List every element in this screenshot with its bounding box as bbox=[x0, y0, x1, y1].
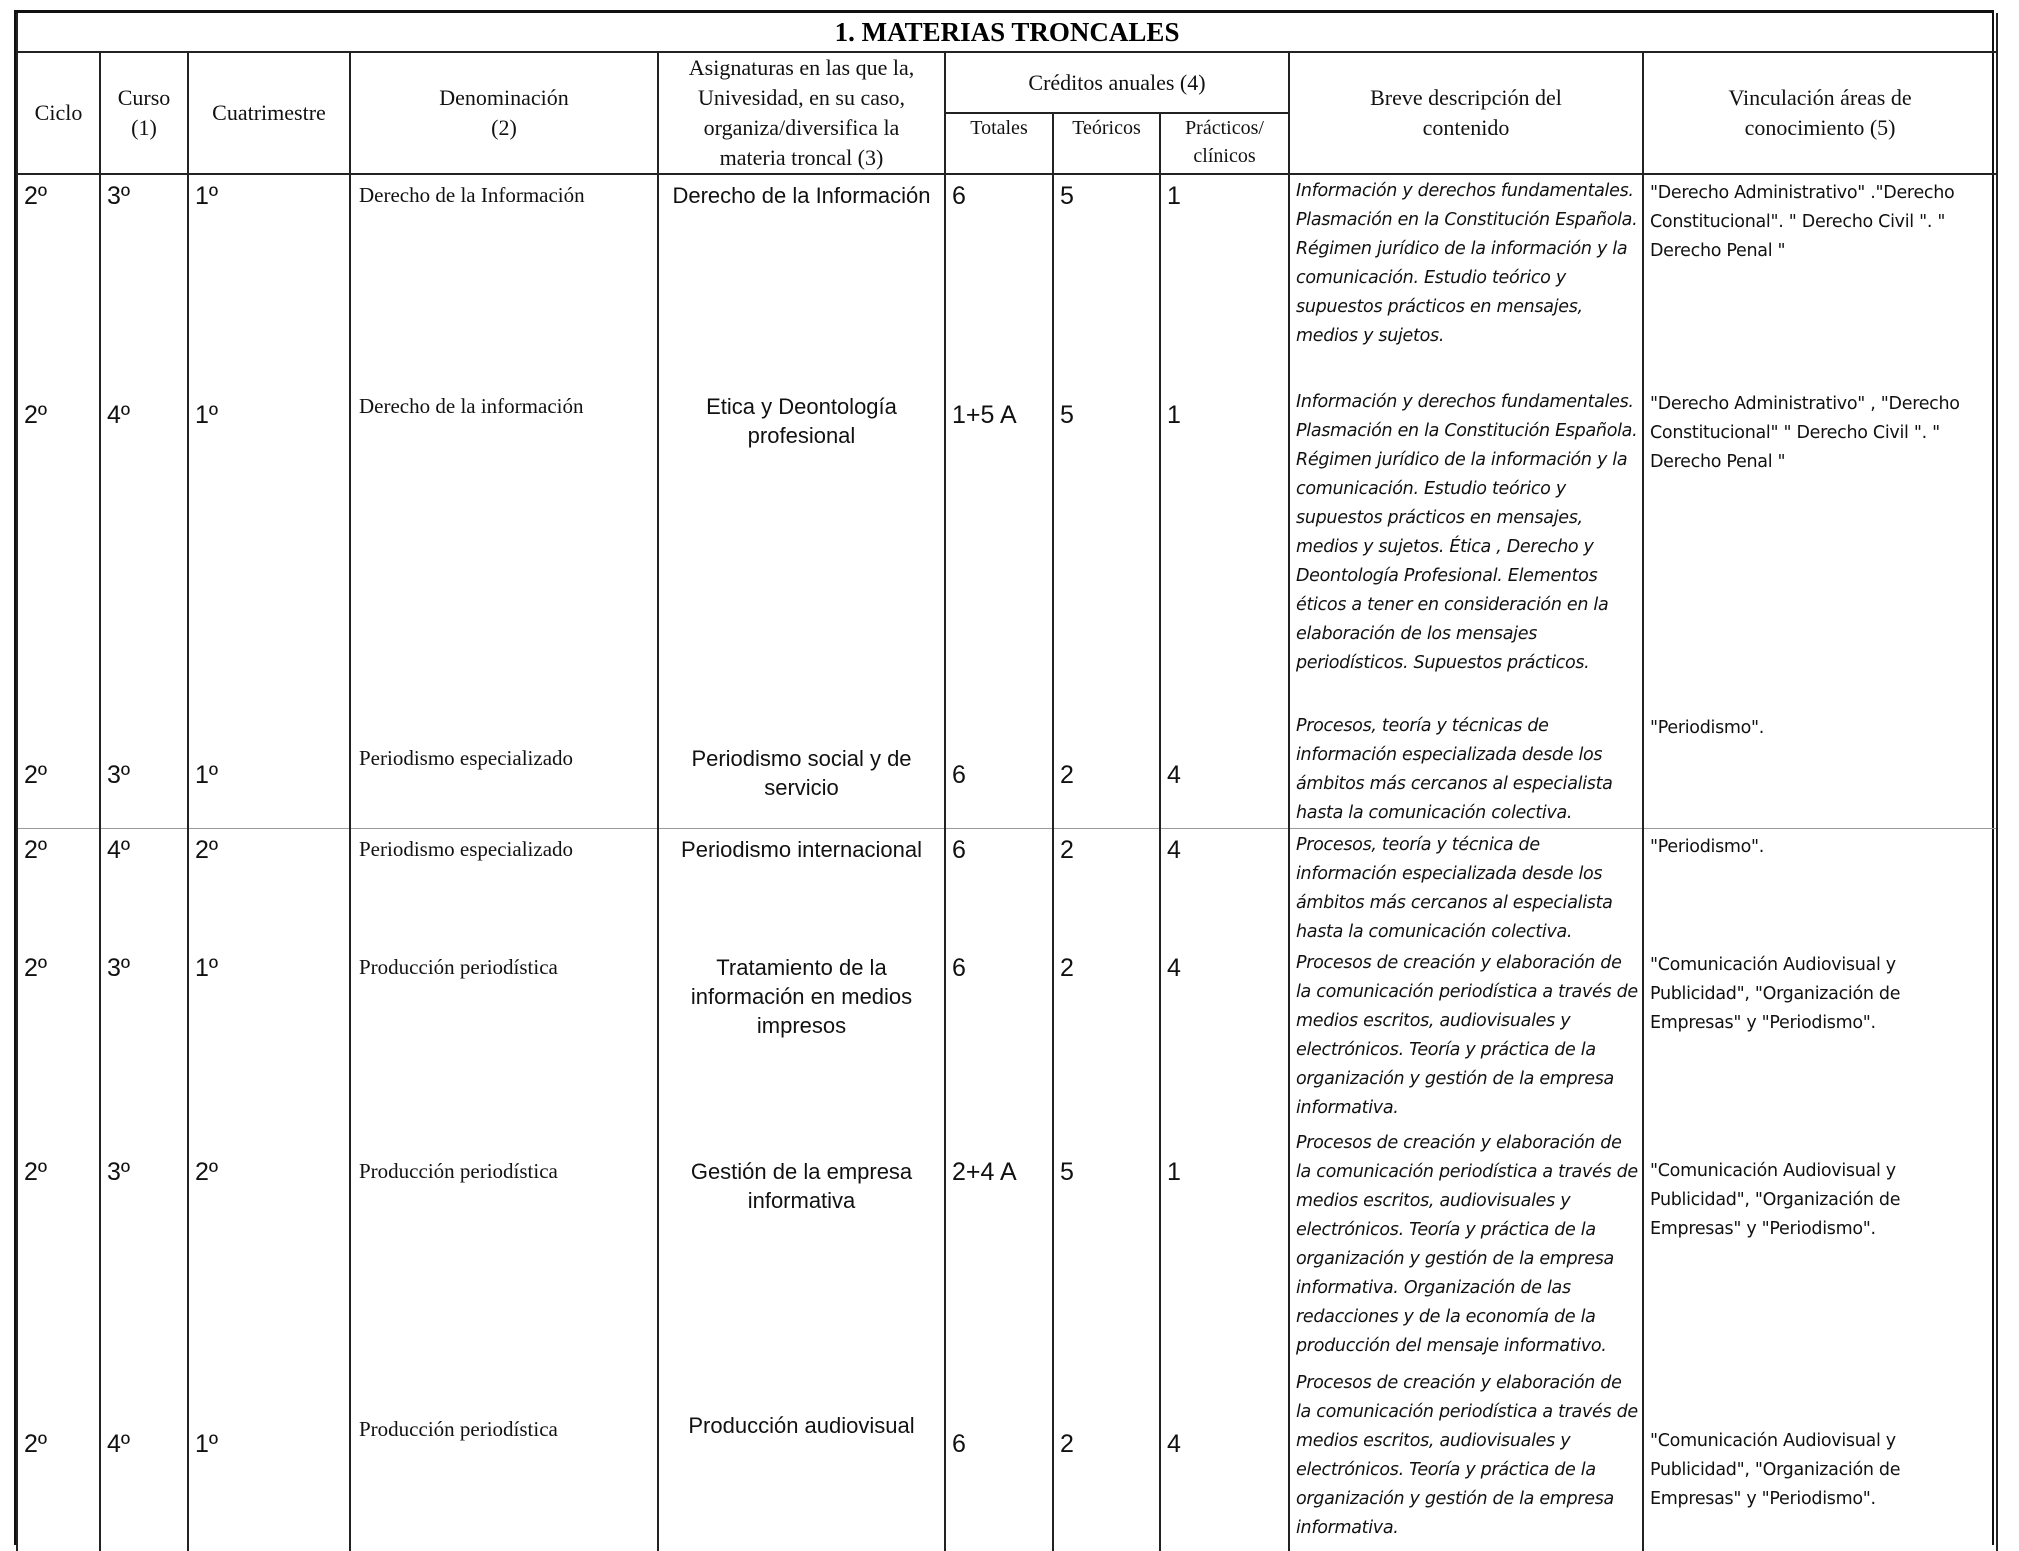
cell-denominacion: Derecho de la información bbox=[350, 386, 658, 710]
cell-practicos: 1 bbox=[1160, 1127, 1289, 1367]
cell-asignatura: Producción audiovisual bbox=[658, 1367, 945, 1551]
cell-vinculacion: "Periodismo". bbox=[1643, 829, 1997, 948]
cell-totales: 2+4 A bbox=[945, 1127, 1053, 1367]
cell-teoricos: 5 bbox=[1053, 1127, 1160, 1367]
cell-denominacion: Producción periodística bbox=[350, 1127, 658, 1367]
cell-teoricos: 5 bbox=[1053, 174, 1160, 386]
cell-denominacion: Derecho de la Información bbox=[350, 174, 658, 386]
cell-descripcion: Información y derechos fundamentales. Plasmación en la Constitución Española. Régimen jurídico de la información y la comunicación. Estudio teórico y supuestos prácticos en mensajes, medios y sujetos. bbox=[1289, 174, 1643, 386]
header-vinculacion: Vinculación áreas de conocimiento (5) bbox=[1643, 52, 1997, 174]
cell-teoricos: 2 bbox=[1053, 710, 1160, 829]
cell-asignatura: Periodismo social y de servicio bbox=[658, 710, 945, 829]
cell-cuatrimestre: 1º bbox=[188, 386, 350, 710]
cell-asignatura: Etica y Deontología profesional bbox=[658, 386, 945, 710]
cell-practicos: 4 bbox=[1160, 1367, 1289, 1551]
table-row bbox=[17, 829, 1997, 948]
cell-totales: 1+5 A bbox=[945, 386, 1053, 710]
cell-curso: 3º bbox=[100, 947, 188, 1127]
cell-denominacion: Producción periodística bbox=[350, 1367, 658, 1551]
cell-curso: 4º bbox=[100, 1367, 188, 1551]
header-curso: Curso (1) bbox=[100, 52, 188, 174]
cell-curso: 3º bbox=[100, 1127, 188, 1367]
cell-vinculacion: "Comunicación Audiovisual y Publicidad", "Organización de Empresas" y "Periodismo". bbox=[1643, 1367, 1997, 1551]
cell-curso: 3º bbox=[100, 174, 188, 386]
cell-descripcion: Procesos de creación y elaboración de la comunicación periodística a través de medios escritos, audiovisuales y electrónicos. Teoría y práctica de la organización y gestión de la empresa informativa. bbox=[1289, 947, 1643, 1127]
cell-cuatrimestre: 1º bbox=[188, 1367, 350, 1551]
cell-vinculacion: "Derecho Administrativo" ."Derecho Constitucional". " Derecho Civil ". " Derecho Penal " bbox=[1643, 174, 1997, 386]
table-title: 1. MATERIAS TRONCALES bbox=[17, 13, 1997, 52]
cell-totales: 6 bbox=[945, 829, 1053, 948]
cell-curso: 3º bbox=[100, 710, 188, 829]
cell-vinculacion: "Comunicación Audiovisual y Publicidad", "Organización de Empresas" y "Periodismo". bbox=[1643, 1127, 1997, 1367]
cell-practicos: 1 bbox=[1160, 386, 1289, 710]
cell-practicos: 4 bbox=[1160, 710, 1289, 829]
cell-teoricos: 2 bbox=[1053, 1367, 1160, 1551]
cell-curso: 4º bbox=[100, 829, 188, 948]
cell-teoricos: 5 bbox=[1053, 386, 1160, 710]
cell-practicos: 4 bbox=[1160, 829, 1289, 948]
materias-table bbox=[16, 13, 1998, 1551]
cell-ciclo: 2º bbox=[17, 829, 100, 948]
table-row bbox=[17, 947, 1997, 1127]
cell-descripcion: Procesos de creación y elaboración de la comunicación periodística a través de medios escritos, audiovisuales y electrónicos. Teoría y práctica de la organización y gestión de la empresa informativa. bbox=[1289, 1367, 1643, 1551]
header-cuatrimestre: Cuatrimestre bbox=[188, 52, 350, 174]
header-practicos: Prácticos/ clínicos bbox=[1160, 113, 1289, 174]
table-row bbox=[17, 710, 1997, 829]
cell-cuatrimestre: 1º bbox=[188, 710, 350, 829]
cell-ciclo: 2º bbox=[17, 1367, 100, 1551]
cell-denominacion: Periodismo especializado bbox=[350, 710, 658, 829]
cell-vinculacion: "Periodismo". bbox=[1643, 710, 1997, 829]
cell-asignatura: Periodismo internacional bbox=[658, 829, 945, 948]
cell-descripcion: Información y derechos fundamentales. Plasmación en la Constitución Española. Régimen jurídico de la información y la comunicación. Estudio teórico y supuestos prácticos en mensajes, medios y sujetos. Ética , Derecho y Deontología Profesional. Elementos éticos a tener en consideración en la elaboración de los mensajes periodísticos. Supuestos prácticos. bbox=[1289, 386, 1643, 710]
cell-totales: 6 bbox=[945, 710, 1053, 829]
cell-cuatrimestre: 1º bbox=[188, 174, 350, 386]
header-descripcion: Breve descripción del contenido bbox=[1289, 52, 1643, 174]
cell-curso: 4º bbox=[100, 386, 188, 710]
table-row bbox=[17, 1367, 1997, 1551]
materias-troncales-sheet bbox=[14, 10, 1994, 1545]
cell-denominacion: Producción periodística bbox=[350, 947, 658, 1127]
cell-vinculacion: "Derecho Administrativo" , "Derecho Constitucional" " Derecho Civil ". " Derecho Penal " bbox=[1643, 386, 1997, 710]
cell-ciclo: 2º bbox=[17, 1127, 100, 1367]
cell-teoricos: 2 bbox=[1053, 829, 1160, 948]
cell-practicos: 4 bbox=[1160, 947, 1289, 1127]
cell-ciclo: 2º bbox=[17, 947, 100, 1127]
cell-descripcion: Procesos, teoría y técnicas de información especializada desde los ámbitos más cercanos al especialista hasta la comunicación colectiva. bbox=[1289, 710, 1643, 829]
cell-teoricos: 2 bbox=[1053, 947, 1160, 1127]
table-row bbox=[17, 174, 1997, 386]
cell-ciclo: 2º bbox=[17, 174, 100, 386]
header-totales: Totales bbox=[945, 113, 1053, 174]
table-row bbox=[17, 386, 1997, 710]
cell-asignatura: Gestión de la empresa informativa bbox=[658, 1127, 945, 1367]
header-denominacion: Denominación (2) bbox=[350, 52, 658, 174]
cell-totales: 6 bbox=[945, 947, 1053, 1127]
cell-denominacion: Periodismo especializado bbox=[350, 829, 658, 948]
cell-cuatrimestre: 2º bbox=[188, 829, 350, 948]
cell-descripcion: Procesos de creación y elaboración de la comunicación periodística a través de medios escritos, audiovisuales y electrónicos. Teoría y práctica de la organización y gestión de la empresa informativa. Organización de las redacciones y de la economía de la producción del mensaje informativo. bbox=[1289, 1127, 1643, 1367]
cell-totales: 6 bbox=[945, 174, 1053, 386]
header-ciclo: Ciclo bbox=[17, 52, 100, 174]
header-teoricos: Teóricos bbox=[1053, 113, 1160, 174]
cell-asignatura: Tratamiento de la información en medios impresos bbox=[658, 947, 945, 1127]
cell-ciclo: 2º bbox=[17, 386, 100, 710]
cell-cuatrimestre: 2º bbox=[188, 1127, 350, 1367]
cell-ciclo: 2º bbox=[17, 710, 100, 829]
table-row bbox=[17, 1127, 1997, 1367]
cell-asignatura: Derecho de la Información bbox=[658, 174, 945, 386]
cell-descripcion: Procesos, teoría y técnica de información especializada desde los ámbitos más cercanos al especialista hasta la comunicación colectiva. bbox=[1289, 829, 1643, 948]
cell-totales: 6 bbox=[945, 1367, 1053, 1551]
cell-vinculacion: "Comunicación Audiovisual y Publicidad", "Organización de Empresas" y "Periodismo". bbox=[1643, 947, 1997, 1127]
cell-practicos: 1 bbox=[1160, 174, 1289, 386]
header-asignaturas: Asignaturas en las que la, Univesidad, en su caso, organiza/diversifica la materia troncal (3) bbox=[658, 52, 945, 174]
header-creditos: Créditos anuales (4) bbox=[945, 52, 1289, 113]
cell-cuatrimestre: 1º bbox=[188, 947, 350, 1127]
